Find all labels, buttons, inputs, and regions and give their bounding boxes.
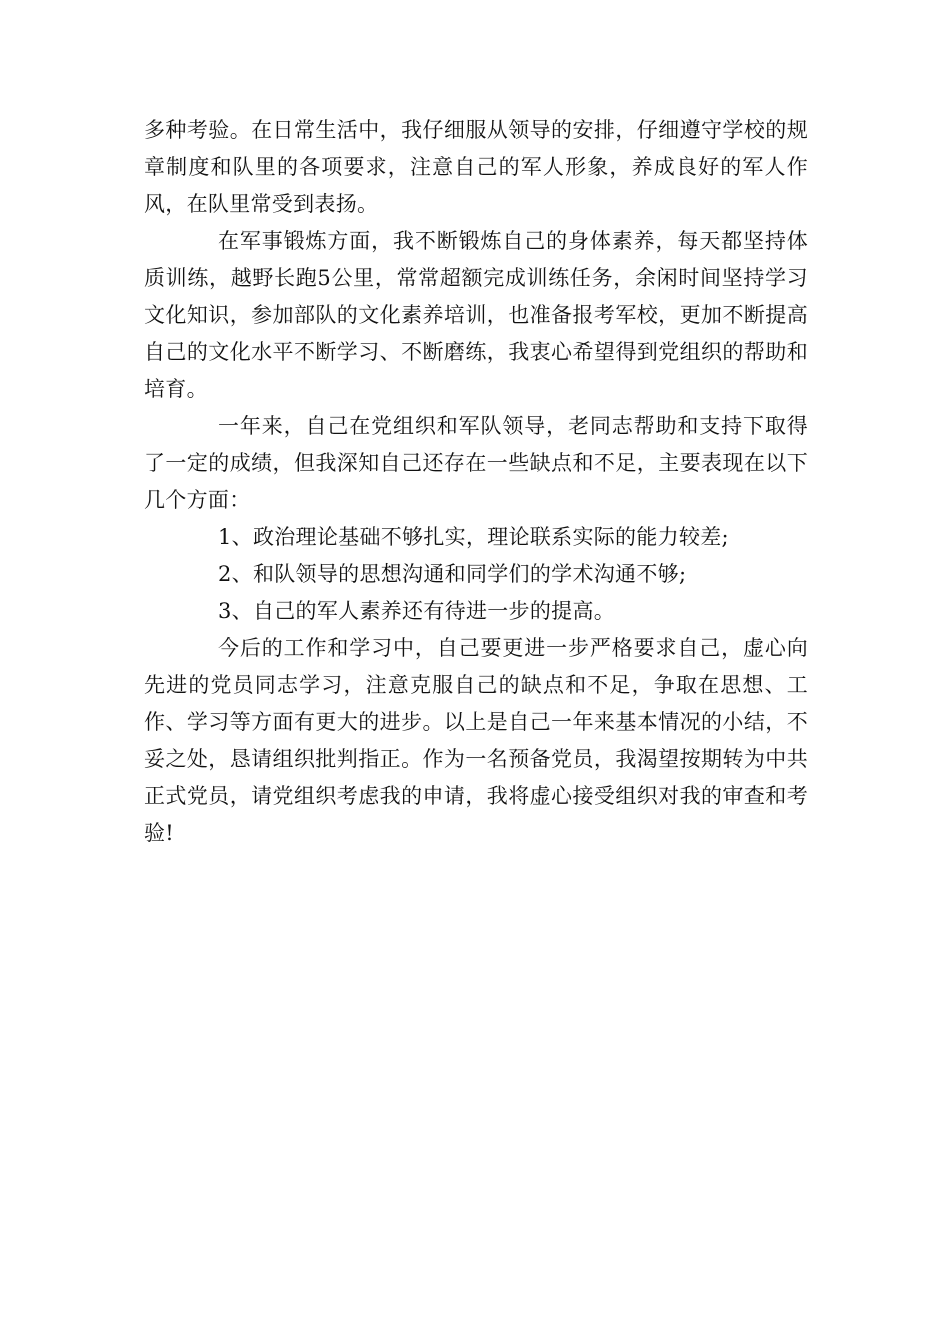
- paragraph-military-training: 在军事锻炼方面，我不断锻炼自己的身体素养，每天都坚持体质训练，越野长跑5公里，常常超额完成训练任务，余闲时间坚持学习文化知识，参加部队的文化素养培训，也准备报考军校，更加不断提高自己的文化水平不断学习、不断磨练，我衷心希望得到党组织的帮助和培育。: [144, 229, 808, 401]
- paragraph-future-plan: 今后的工作和学习中，自己要更进一步严格要求自己，虚心向先进的党员同志学习，注意克服自己的缺点和不足，争取在思想、工作、学习等方面有更大的进步。以上是自己一年来基本情况的小结，不妥之处，恳请组织批判指正。作为一名预备党员，我渴望按期转为中共正式党员，请党组织考虑我的申请，我将虚心接受组织对我的审查和考验!: [144, 636, 808, 845]
- paragraph-continuation: 多种考验。在日常生活中，我仔细服从领导的安排，仔细遵守学校的规章制度和队里的各项要求，注意自己的军人形象，养成良好的军人作风，在队里常受到表扬。: [144, 118, 808, 216]
- list-item-shortcoming-3: 3、自己的军人素养还有待进一步的提高。: [218, 599, 616, 623]
- paragraph-year-review: 一年来，自己在党组织和军队领导，老同志帮助和支持下取得了一定的成绩，但我深知自己还存在一些缺点和不足，主要表现在以下几个方面：: [144, 414, 808, 512]
- list-item-shortcoming-1: 1、政治理论基础不够扎实，理论联系实际的能力较差;: [218, 525, 729, 549]
- document-body: [144, 112, 808, 852]
- list-item-shortcoming-2: 2、和队领导的思想沟通和同学们的学术沟通不够;: [218, 562, 687, 586]
